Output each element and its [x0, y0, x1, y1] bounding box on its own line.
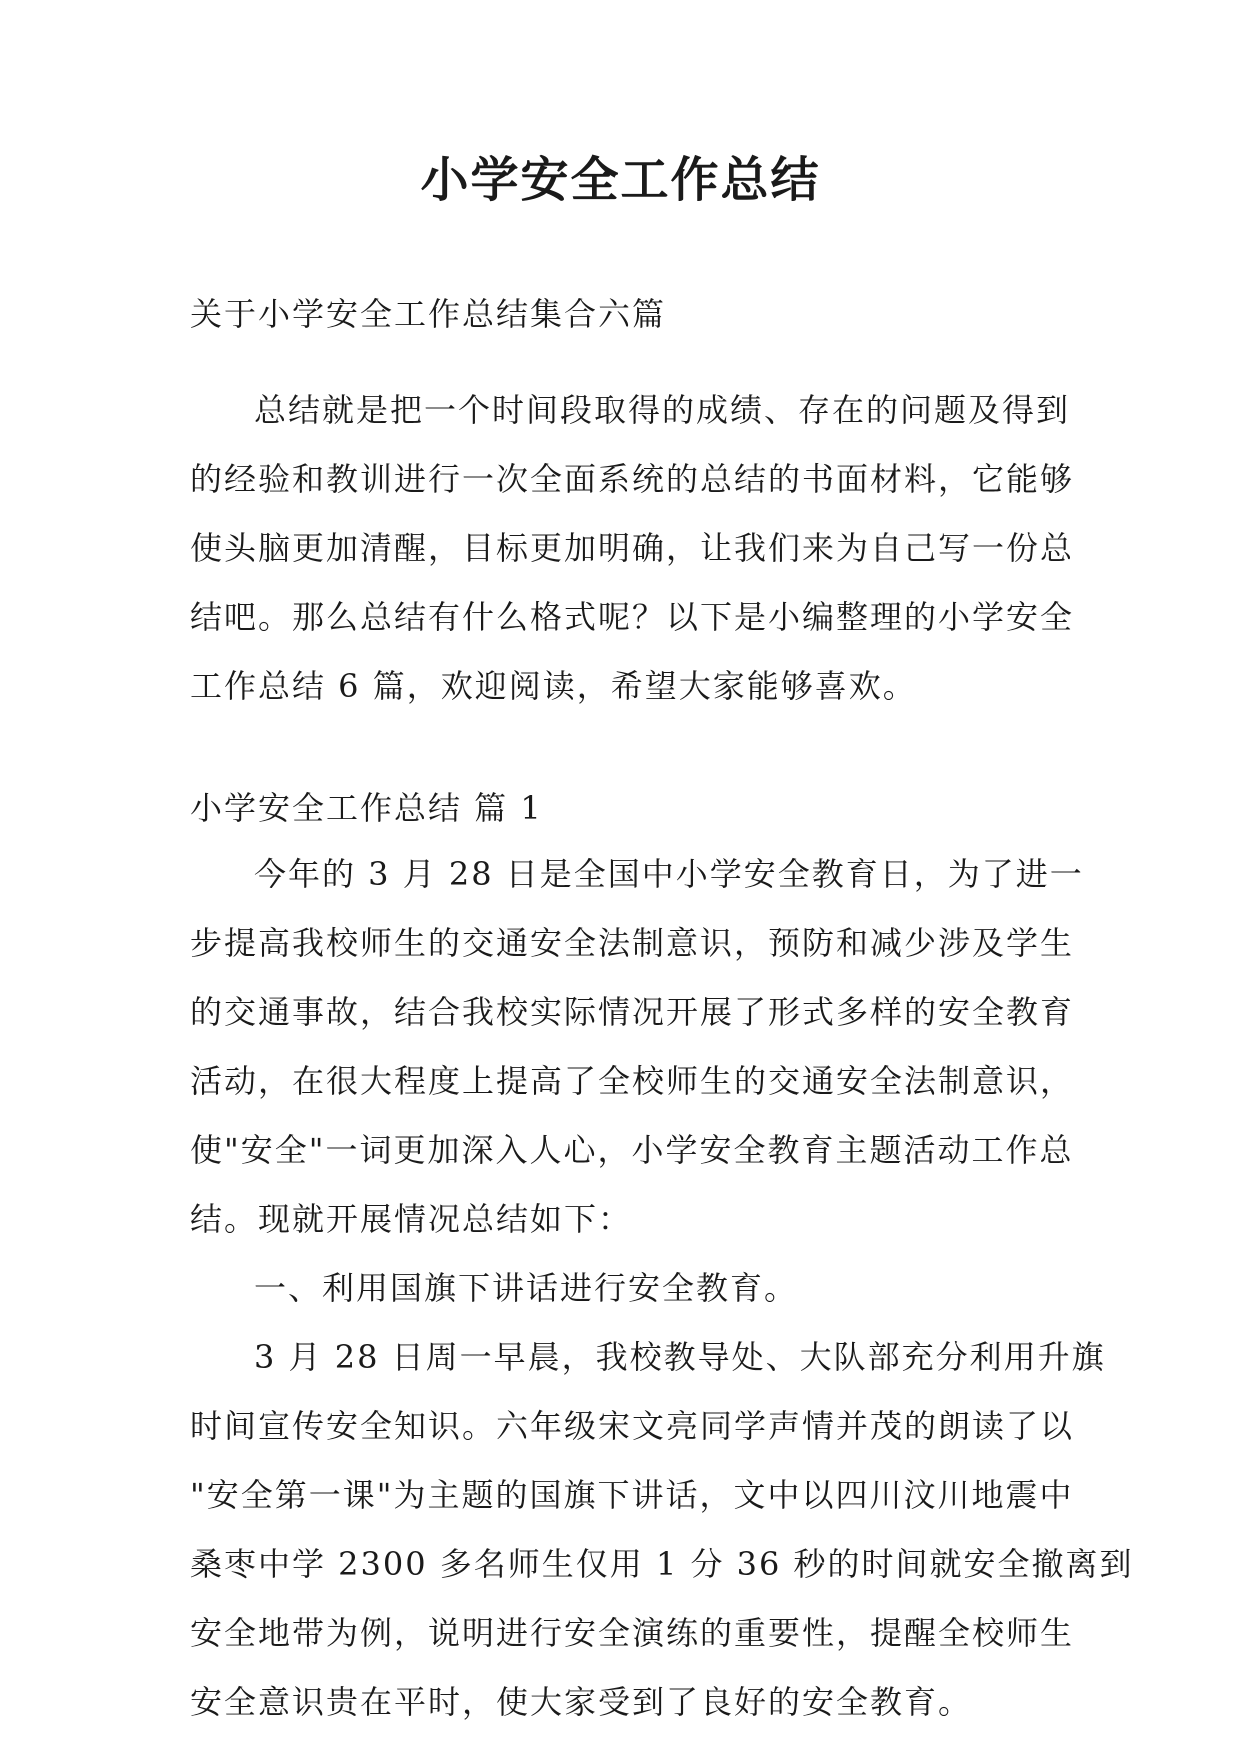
paragraph-line: 桑枣中学 2300 多名师生仅用 1 分 36 秒的时间就安全撤离到	[190, 1545, 1134, 1583]
intro-line: 的经验和教训进行一次全面系统的总结的书面材料，它能够	[190, 460, 1075, 498]
paragraph-line: 活动，在很大程度上提高了全校师生的交通安全法制意识，	[190, 1062, 1075, 1100]
paragraph-line: 结。现就开展情况总结如下：	[190, 1200, 633, 1238]
intro-line: 总结就是把一个时间段取得的成绩、存在的问题及得到	[254, 391, 1071, 429]
intro-line: 结吧。那么总结有什么格式呢？以下是小编整理的小学安全	[190, 598, 1075, 636]
paragraph-line: "安全第一课"为主题的国旗下讲话，文中以四川汶川地震中	[190, 1476, 1074, 1514]
paragraph-line: 的交通事故，结合我校实际情况开展了形式多样的安全教育	[190, 993, 1075, 1031]
paragraph-line: 使"安全"一词更加深入人心，小学安全教育主题活动工作总	[190, 1131, 1074, 1169]
intro-line: 工作总结 6 篇，欢迎阅读，希望大家能够喜欢。	[190, 667, 917, 705]
section-heading: 小学安全工作总结 篇 1	[190, 789, 543, 827]
list-item-heading: 一、利用国旗下讲话进行安全教育。	[254, 1269, 799, 1307]
intro-line: 使头脑更加清醒，目标更加明确，让我们来为自己写一份总	[190, 529, 1075, 567]
paragraph-line: 时间宣传安全知识。六年级宋文亮同学声情并茂的朗读了以	[190, 1407, 1075, 1445]
paragraph-line: 3 月 28 日周一早晨，我校教导处、大队部充分利用升旗	[254, 1338, 1106, 1376]
paragraph-line: 今年的 3 月 28 日是全国中小学安全教育日，为了进一	[254, 855, 1084, 893]
document-subtitle: 关于小学安全工作总结集合六篇	[190, 295, 667, 333]
paragraph-line: 安全意识贵在平时，使大家受到了良好的安全教育。	[190, 1683, 973, 1721]
document-title: 小学安全工作总结	[420, 152, 821, 208]
paragraph-line: 步提高我校师生的交通安全法制意识，预防和减少涉及学生	[190, 924, 1075, 962]
paragraph-line: 安全地带为例，说明进行安全演练的重要性，提醒全校师生	[190, 1614, 1075, 1652]
